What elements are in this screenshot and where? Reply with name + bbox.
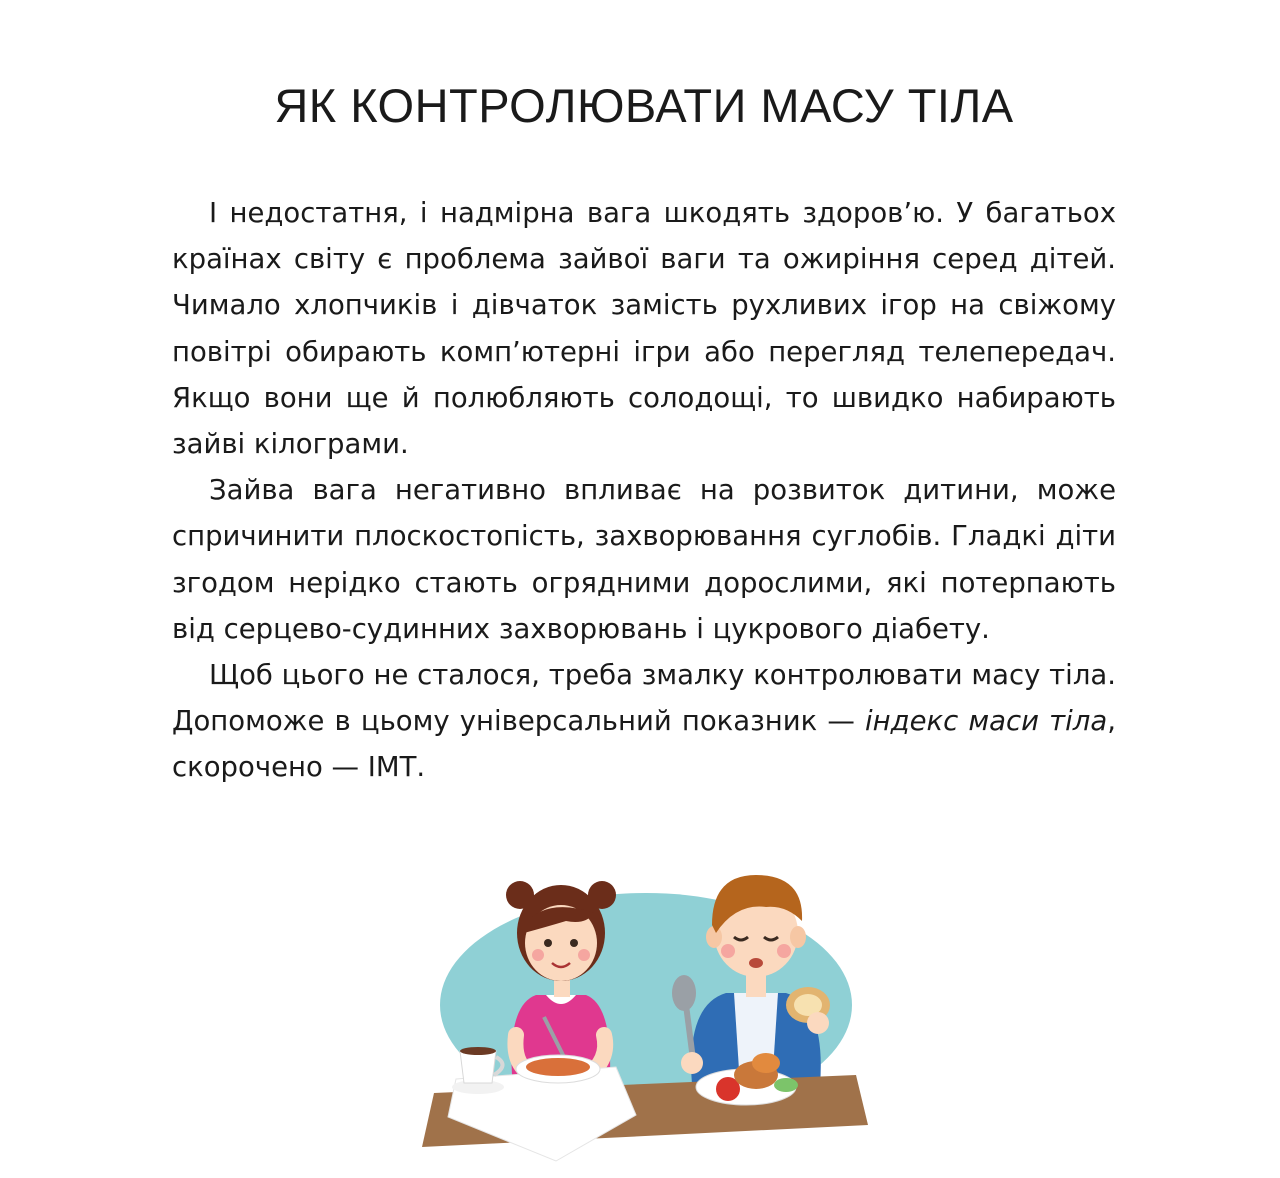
paragraph-3-start: Щоб цього не сталося, треба змалку контролювати масу тіла. Допоможе в цьому універсальний показник — (172, 659, 1116, 738)
children-eating-illustration (416, 855, 876, 1173)
page-title: ЯК КОНТРОЛЮВАТИ МАСУ ТІЛА (274, 79, 1014, 132)
body-text (172, 190, 1116, 791)
paragraph-3-end: , скорочено — ІМТ. (172, 705, 1116, 784)
bmi-term: індекс маси тіла (865, 705, 1108, 738)
paragraph-3 (172, 652, 1116, 791)
paragraph-2: Зайва вага негативно впливає на розвиток дитини, може спричинити плоскостопість, захворювання суглобів. Гладкі діти згодом нерідко стають огрядними дорослими, які потерпають від серцево-судинних захворювань і цукрового діабету. (172, 474, 1116, 645)
paragraph-1: І недостатня, і надмірна вага шкодять здоров’ю. У багатьох країнах світу є проблема зайвої ваги та ожиріння серед дітей. Чимало хлопчиків і дівчаток замість рухливих ігор на свіжому повітрі обирають комп’ютерні ігри або перегляд телепередач. Якщо вони ще й полюбляють солодощі, то швидко набирають зайві кілограми. (172, 197, 1116, 461)
soup-bowl (516, 1055, 600, 1083)
